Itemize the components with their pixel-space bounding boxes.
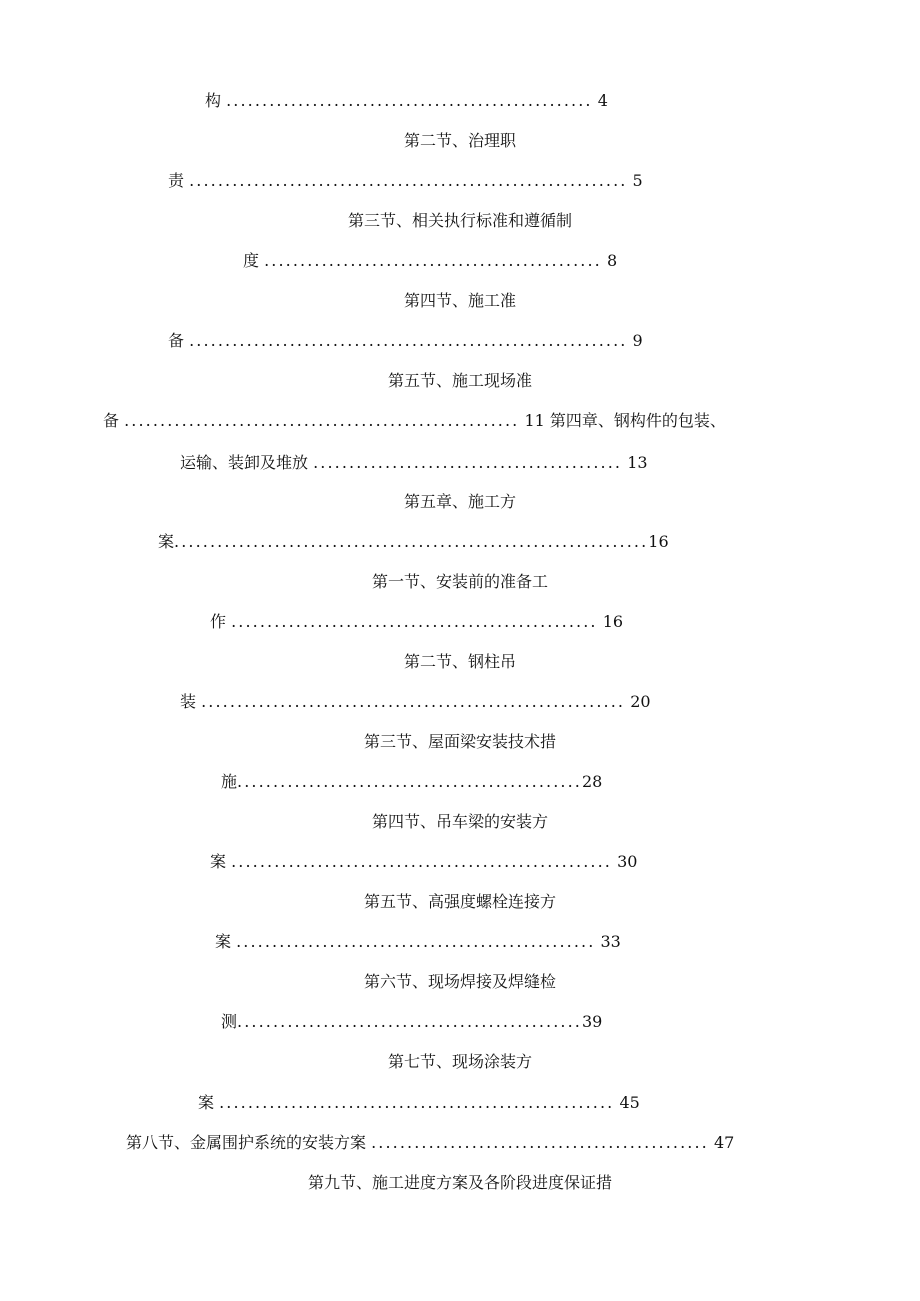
toc-entry-line	[158, 532, 669, 552]
toc-entry-line	[103, 411, 726, 431]
toc-section-title: 第四节、吊车梁的安装方	[371, 812, 548, 831]
toc-leader-dots: .......................................................	[219, 1093, 615, 1112]
toc-leader-dots: .............................................................	[189, 331, 628, 350]
toc-section-title: 第五节、施工现场准	[387, 371, 532, 390]
toc-entry-line	[210, 852, 637, 872]
toc-entry-head: 运输、装卸及堆放	[180, 453, 309, 472]
toc-page-number: 33	[600, 932, 621, 951]
toc-page-number: 11	[524, 411, 545, 430]
toc-page-number: 45	[619, 1093, 640, 1112]
toc-section-title: 第七节、现场涂装方	[387, 1052, 532, 1071]
toc-section-title: 第三节、屋面梁安装技术措	[363, 732, 556, 751]
toc-entry-head: 案	[210, 852, 227, 871]
toc-section-title: 第五章、施工方	[403, 492, 516, 511]
toc-entry-head: 第八节、金属围护系统的安装方案	[126, 1133, 367, 1152]
toc-leader-dots: ................................................	[237, 772, 582, 791]
toc-page-number: 20	[630, 692, 651, 711]
toc-entry-head: 构	[205, 91, 222, 110]
toc-leader-dots: .............................................................	[189, 171, 628, 190]
toc-entry-line	[221, 1012, 602, 1032]
toc-page-number: 16	[602, 612, 624, 631]
toc-entry-line	[180, 453, 648, 473]
toc-section-title: 第五节、高强度螺栓连接方	[363, 892, 556, 911]
toc-section-title: 第三节、相关执行标准和遵循制	[347, 211, 572, 230]
toc-entry-head: 责	[168, 171, 185, 190]
toc-entry-head: 度	[243, 251, 260, 270]
toc-page-number: 13	[627, 453, 648, 472]
toc-page-number: 9	[632, 331, 643, 350]
toc-section-title: 第九节、施工进度方案及各阶段进度保证措	[307, 1173, 612, 1192]
toc-leader-dots: ................................................	[237, 1012, 582, 1031]
toc-leader-dots: ...................................................	[231, 612, 598, 631]
toc-section-title: 第一节、安装前的准备工	[371, 572, 548, 591]
toc-leader-dots: ..................................................................	[174, 532, 649, 551]
toc-entry-line	[126, 1133, 734, 1153]
toc-leader-dots: ...................................................	[226, 91, 593, 110]
toc-leader-dots: .......................................................	[124, 411, 520, 430]
toc-entry-line	[180, 692, 651, 712]
toc-entry-head: 测	[221, 1012, 238, 1031]
toc-leader-dots: ...........................................................	[201, 692, 626, 711]
toc-page-number: 28	[581, 772, 603, 791]
toc-entry-line	[221, 772, 602, 792]
toc-page-number: 16	[648, 532, 669, 551]
toc-entry-head: 案	[198, 1093, 215, 1112]
toc-entry-head: 案	[158, 532, 175, 551]
toc-leader-dots: ..................................................	[236, 932, 596, 951]
toc-section-title: 第二节、钢柱吊	[403, 652, 516, 671]
toc-entry-line	[205, 91, 608, 111]
toc-section-title: 第二节、治理职	[403, 131, 516, 150]
toc-entry-line	[168, 171, 643, 191]
toc-entry-head: 作	[210, 612, 227, 631]
toc-entry-head: 装	[180, 692, 197, 711]
toc-page-number: 4	[597, 91, 608, 110]
toc-section-title: 第六节、现场焊接及焊缝检	[363, 972, 556, 991]
toc-leader-dots: ...........................................	[313, 453, 623, 472]
toc-entry-line	[168, 331, 643, 351]
toc-entry-head: 案	[215, 932, 232, 951]
toc-page-number: 30	[617, 852, 638, 871]
toc-entry-line	[198, 1093, 640, 1113]
toc-entry-line	[243, 251, 617, 271]
toc-leader-dots: ...............................................	[264, 251, 602, 270]
toc-entry-head: 施	[221, 772, 238, 791]
toc-chapter-title: 第四章、钢构件的包装、	[549, 411, 726, 430]
toc-entry-head: 备	[103, 411, 120, 430]
toc-page-number: 5	[632, 171, 643, 190]
toc-section-title: 第四节、施工准	[403, 291, 516, 310]
toc-entry-head: 备	[168, 331, 185, 350]
toc-entry-line	[210, 612, 623, 632]
toc-leader-dots: ...............................................	[371, 1133, 709, 1152]
toc-page-number: 47	[713, 1133, 735, 1152]
toc-page-number: 8	[606, 251, 618, 270]
toc-entry-line	[215, 932, 621, 952]
toc-leader-dots: .....................................................	[231, 852, 612, 871]
toc-page-number: 39	[581, 1012, 603, 1031]
